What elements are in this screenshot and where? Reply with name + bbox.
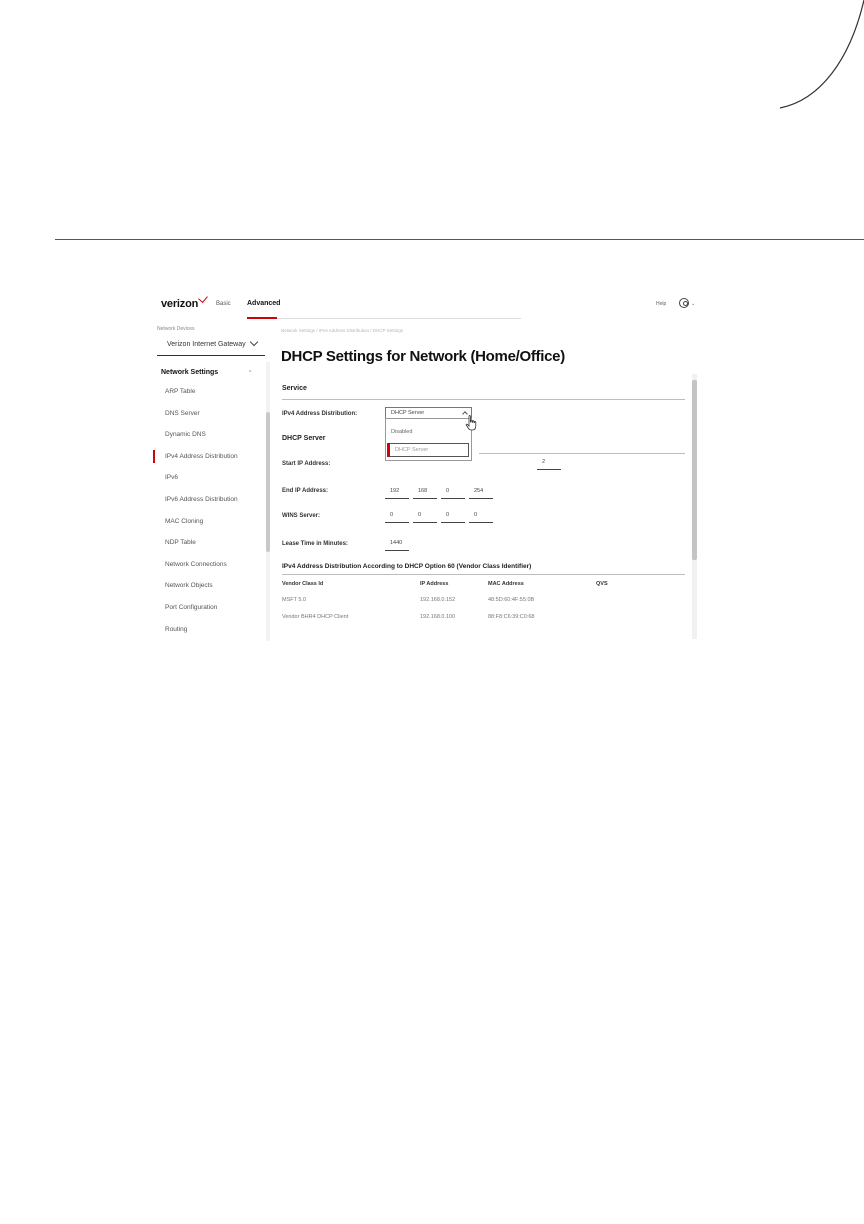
sidebar-item-arp-table[interactable]: ARP Table xyxy=(165,388,196,395)
content-scroll-thumb[interactable] xyxy=(692,380,697,560)
column-header: QVS xyxy=(596,581,608,587)
verizon-check-icon xyxy=(198,293,208,303)
service-heading: Service xyxy=(282,385,307,392)
wins-octet-3[interactable]: 0 xyxy=(441,509,465,523)
nav-active-indicator xyxy=(247,317,277,319)
table-cell: 192.168.0.100 xyxy=(420,614,456,620)
page-divider xyxy=(55,239,864,240)
sidebar-item-dynamic-dns[interactable]: Dynamic DNS xyxy=(165,431,206,439)
decorative-curve xyxy=(0,0,864,110)
end-ip-octet-2[interactable]: 168 xyxy=(413,485,437,499)
table-cell: 88:F8:C6:39:C0:68 xyxy=(488,614,535,620)
lease-time-input[interactable]: 1440 xyxy=(385,537,409,551)
end-ip-octet-1[interactable]: 192 xyxy=(385,485,409,499)
user-icon[interactable] xyxy=(679,298,689,308)
chevron-down-icon xyxy=(250,338,258,346)
distribution-dropdown-menu xyxy=(385,418,472,461)
end-ip-label: End IP Address: xyxy=(282,488,329,494)
end-ip-octet-3[interactable]: 0 xyxy=(441,485,465,499)
device-label: Network Devices xyxy=(157,326,195,332)
sidebar xyxy=(153,322,275,641)
main-content xyxy=(279,322,704,641)
section-divider xyxy=(282,399,685,400)
dhcp-server-heading: DHCP Server xyxy=(282,435,326,442)
section-divider xyxy=(479,453,685,454)
table-cell: Vendor BHR4 DHCP Client xyxy=(282,614,349,620)
column-header: Vendor Class Id xyxy=(282,581,324,587)
table-cell: MSFT 5.0 xyxy=(282,597,307,603)
distribution-label: IPv4 Address Distribution: xyxy=(282,411,358,417)
sidebar-section-title[interactable]: Network Settings xyxy=(161,369,219,376)
column-header: MAC Address xyxy=(488,581,524,587)
wins-label: WINS Server: xyxy=(282,513,321,519)
lease-label: Lease Time in Minutes: xyxy=(282,541,348,547)
sidebar-menu xyxy=(153,381,265,640)
hand-cursor-icon xyxy=(465,415,477,431)
sidebar-item-dns-server[interactable]: DNS Server xyxy=(165,409,200,417)
start-ip-octet-4[interactable]: 2 xyxy=(537,456,561,470)
table-cell: 192.168.0.152 xyxy=(420,597,456,603)
dropdown-option-dhcp-server[interactable]: DHCP Server xyxy=(389,443,469,457)
wins-octet-4[interactable]: 0 xyxy=(469,509,493,523)
nav-advanced[interactable]: Advanced xyxy=(247,300,281,307)
end-ip-octet-4[interactable]: 254 xyxy=(469,485,493,499)
nav-basic[interactable]: Basic xyxy=(216,301,231,307)
help-link[interactable]: Help xyxy=(656,301,667,307)
sidebar-item-port-configuration[interactable]: Port Configuration xyxy=(165,603,218,611)
page-title: DHCP Settings for Network (Home/Office) xyxy=(281,348,565,365)
sidebar-scroll-thumb[interactable] xyxy=(266,412,270,552)
verizon-logo: verizon xyxy=(161,298,199,310)
chevron-down-icon[interactable]: ⌄ xyxy=(691,301,696,307)
breadcrumb[interactable]: Network Settings / IPv4 Address Distribution / DHCP Settings xyxy=(281,328,403,333)
device-select-value: Verizon Internet Gateway xyxy=(167,341,246,348)
dropdown-option-disabled[interactable]: Disabled xyxy=(391,429,413,435)
chevron-up-icon[interactable]: ^ xyxy=(249,370,252,376)
device-select[interactable] xyxy=(157,336,265,356)
sidebar-item-network-connections[interactable]: Network Connections xyxy=(165,560,227,568)
wins-octet-1[interactable]: 0 xyxy=(385,509,409,523)
table-cell: 48:5D:60:4F:55:0B xyxy=(488,597,535,603)
router-admin-screenshot xyxy=(153,290,704,641)
sidebar-item-network-objects[interactable]: Network Objects xyxy=(165,582,213,590)
nav-underline xyxy=(277,318,521,319)
sidebar-item-ipv6-address-distribution[interactable]: IPv6 Address Distribution xyxy=(165,495,238,503)
vendor-class-heading: IPv4 Address Distribution According to DHCP Option 60 (Vendor Class Identifier) xyxy=(282,563,532,570)
sidebar-item-ipv4-address-distribution[interactable]: IPv4 Address Distribution xyxy=(153,446,265,468)
sidebar-item-ipv6[interactable]: IPv6 xyxy=(165,474,179,482)
sidebar-item-mac-cloning[interactable]: MAC Cloning xyxy=(165,517,204,525)
wins-octet-2[interactable]: 0 xyxy=(413,509,437,523)
column-header: IP Address xyxy=(420,581,449,587)
sidebar-item-ndp-table[interactable]: NDP Table xyxy=(165,539,196,547)
top-navigation xyxy=(153,290,704,320)
section-divider xyxy=(282,574,685,575)
start-ip-label: Start IP Address: xyxy=(282,461,331,467)
distribution-value: DHCP Server xyxy=(391,410,425,416)
sidebar-item-routing[interactable]: Routing xyxy=(165,625,188,633)
